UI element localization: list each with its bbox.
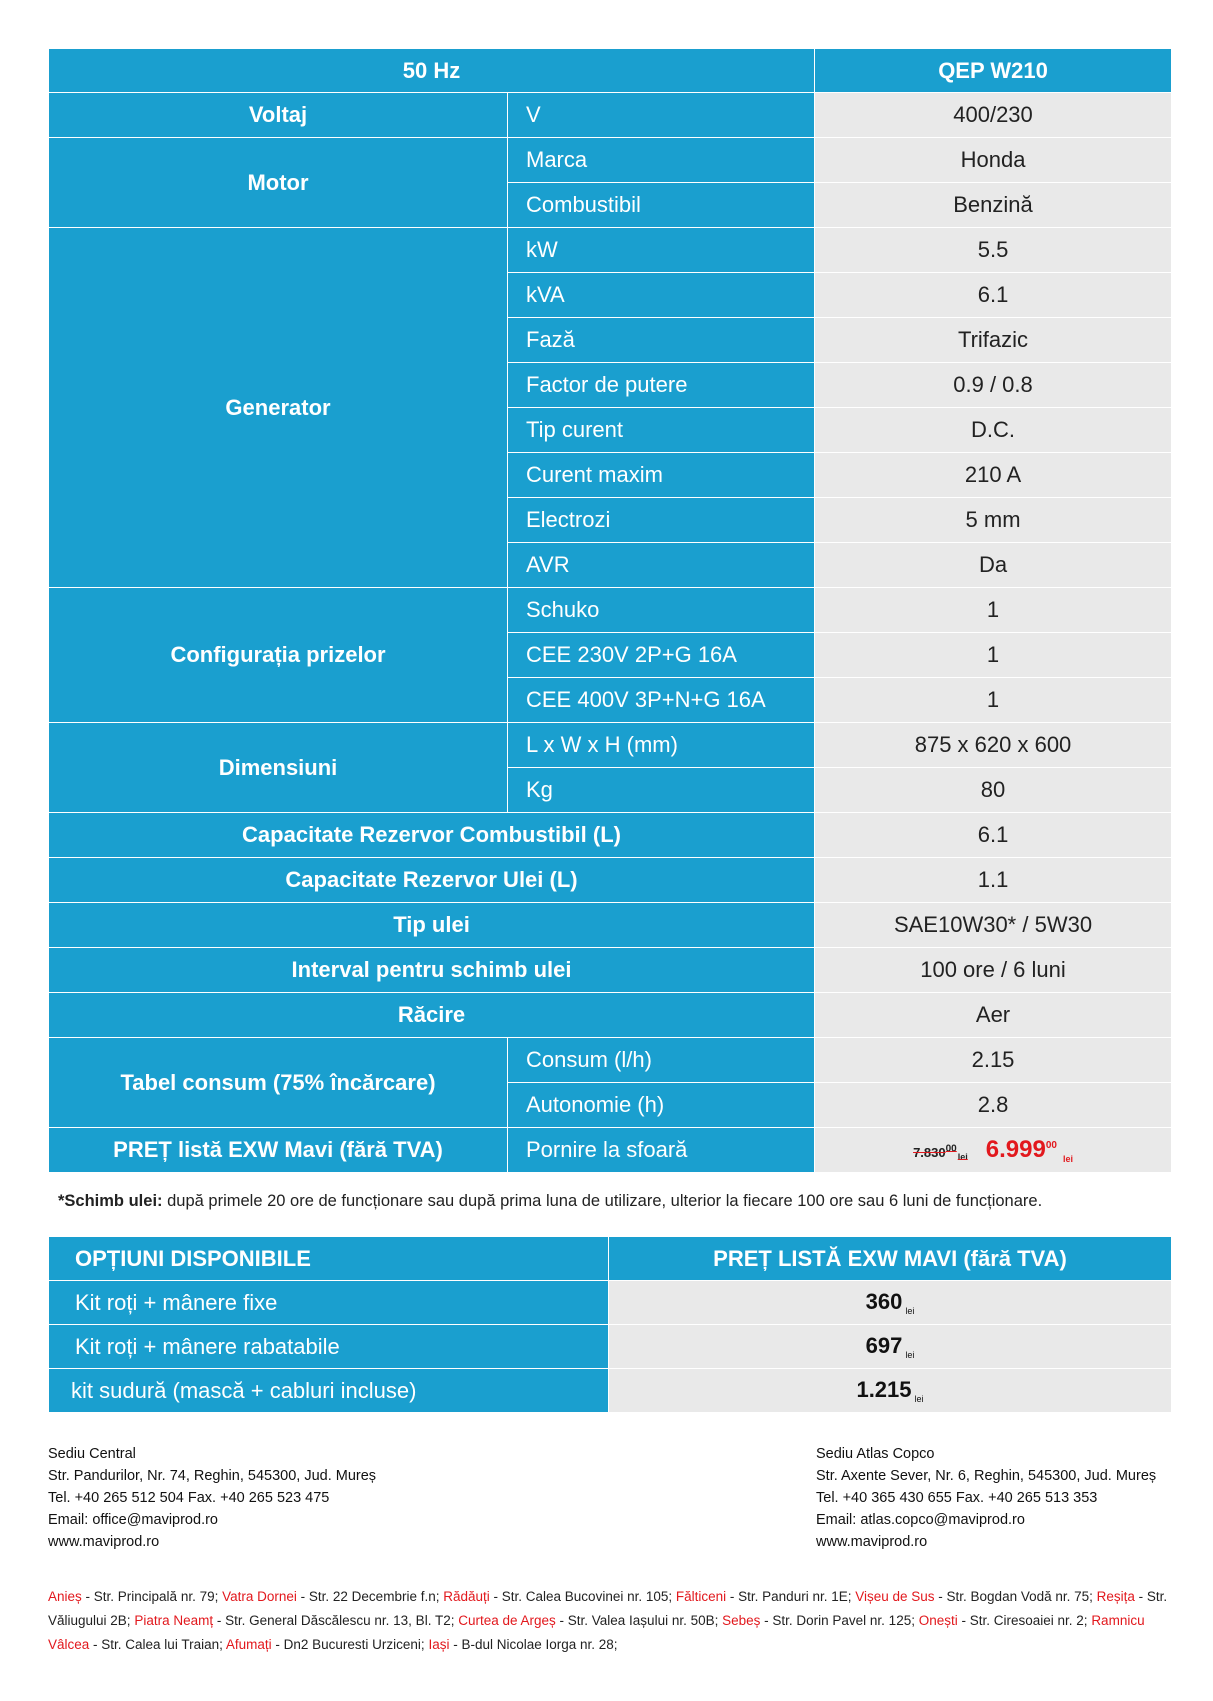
dimensiuni-sub: Kg: [508, 768, 815, 813]
racire-label: Răcire: [49, 993, 815, 1038]
dimensiuni-label: Dimensiuni: [49, 723, 508, 813]
branch-list: [48, 1585, 1178, 1657]
pret-sub: Pornire la sfoară: [508, 1128, 815, 1173]
options-header-left: OPȚIUNI DISPONIBILE: [49, 1237, 609, 1281]
oil-change-footnote: [58, 1192, 1042, 1211]
prize-row: [49, 588, 1172, 633]
generator-sub: AVR: [508, 543, 815, 588]
generator-row: [49, 228, 1172, 273]
interval-value: 100 ore / 6 luni: [815, 948, 1172, 993]
branch-address: - Str. Dorin Pavel nr. 125;: [760, 1613, 919, 1628]
branch-city: Vatra Dornei: [222, 1589, 297, 1604]
prize-sub: CEE 400V 3P+N+G 16A: [508, 678, 815, 723]
motor-sub: Marca: [508, 138, 815, 183]
prize-label: Configurația prizelor: [49, 588, 508, 723]
branch-city: Afumați: [225, 1637, 272, 1652]
option-name: kit sudură (mască + cabluri incluse): [49, 1369, 609, 1413]
address-line: Tel. +40 265 512 504 Fax. +40 265 523 475: [48, 1490, 330, 1506]
model-header: QEP W210: [815, 49, 1172, 93]
address-central: [48, 1443, 376, 1553]
option-price-unit: lei: [914, 1394, 924, 1405]
branch-address: - Str. General Dăscălescu nr. 13, Bl. T2;: [213, 1613, 459, 1628]
branch-city: Onești: [918, 1613, 958, 1628]
prize-value: 1: [815, 633, 1172, 678]
voltaj-unit: V: [508, 93, 815, 138]
generator-value: 6.1: [815, 273, 1172, 318]
rezervor-ulei-row: [49, 858, 1172, 903]
interval-label: Interval pentru schimb ulei: [49, 948, 815, 993]
address-line: Tel. +40 365 430 655 Fax. +40 265 513 353: [816, 1490, 1098, 1506]
prize-sub: CEE 230V 2P+G 16A: [508, 633, 815, 678]
option-name: Kit roți + mânere rabatabile: [49, 1325, 609, 1369]
consum-sub: Consum (l/h): [508, 1038, 815, 1083]
rezervor-combustibil-label: Capacitate Rezervor Combustibil (L): [49, 813, 815, 858]
interval-row: [49, 948, 1172, 993]
branch-address: - Str. Bogdan Vodă nr. 75;: [934, 1589, 1097, 1604]
generator-value: 5.5: [815, 228, 1172, 273]
branch-address: - Str. Principală nr. 79;: [81, 1589, 223, 1604]
branch-address: - Str. Panduri nr. 1E;: [726, 1589, 856, 1604]
consum-sub: Autonomie (h): [508, 1083, 815, 1128]
branch-address: - Str. Văliugului 2B;: [48, 1589, 1168, 1628]
generator-value: Da: [815, 543, 1172, 588]
address-website[interactable]: www.maviprod.ro: [48, 1534, 160, 1550]
dimensiuni-sub: L x W x H (mm): [508, 723, 815, 768]
branch-city: Reșița: [1096, 1589, 1135, 1604]
motor-sub: Combustibil: [508, 183, 815, 228]
spec-table: [48, 48, 1172, 1173]
branch-address: - Str. Calea lui Traian;: [89, 1637, 226, 1652]
branch-city: Anieș: [48, 1589, 82, 1604]
option-price: [609, 1369, 1172, 1413]
consum-label: Tabel consum (75% încărcare): [49, 1038, 508, 1128]
address-line: Sediu Atlas Copco: [816, 1446, 935, 1462]
old-price-unit: lei: [957, 1152, 968, 1163]
generator-sub: Fază: [508, 318, 815, 363]
address-line: Str. Pandurilor, Nr. 74, Reghin, 545300, Jud. Mureș: [48, 1468, 377, 1484]
generator-sub: Curent maxim: [508, 453, 815, 498]
branch-city: Curtea de Argeș: [458, 1613, 556, 1628]
option-price-amount: 697: [865, 1332, 903, 1358]
option-price-amount: 360: [865, 1288, 903, 1314]
voltaj-label: Voltaj: [49, 93, 508, 138]
branch-address: - Dn2 Bucuresti Urziceni;: [271, 1637, 429, 1652]
branch-address: - Str. Calea Bucovinei nr. 105;: [489, 1589, 676, 1604]
pret-value: [815, 1128, 1172, 1173]
generator-sub: Tip curent: [508, 408, 815, 453]
motor-value: Benzină: [815, 183, 1172, 228]
branch-city: Sebeș: [722, 1613, 761, 1628]
new-price-unit: lei: [1062, 1154, 1073, 1165]
prize-sub: Schuko: [508, 588, 815, 633]
generator-sub: Factor de putere: [508, 363, 815, 408]
prize-value: 1: [815, 678, 1172, 723]
option-price: [609, 1281, 1172, 1325]
address-email[interactable]: Email: office@maviprod.ro: [48, 1512, 218, 1528]
branch-address: - Str. Valea Iașului nr. 50B;: [555, 1613, 723, 1628]
options-header-right: PREȚ LISTĂ EXW MAVI (fără TVA): [609, 1237, 1172, 1281]
options-table: [48, 1236, 1172, 1413]
dimensiuni-value: 875 x 620 x 600: [815, 723, 1172, 768]
pret-row: [49, 1128, 1172, 1173]
footnote-bold: *Schimb ulei:: [58, 1192, 163, 1210]
old-price-amount: 7.830: [913, 1144, 946, 1160]
option-price-unit: lei: [905, 1306, 915, 1317]
generator-value: Trifazic: [815, 318, 1172, 363]
dimensiuni-row: [49, 723, 1172, 768]
rezervor-ulei-value: 1.1: [815, 858, 1172, 903]
branch-city: Fălticeni: [675, 1589, 727, 1604]
voltaj-row: [49, 93, 1172, 138]
generator-value: 5 mm: [815, 498, 1172, 543]
consum-row: [49, 1038, 1172, 1083]
generator-value: 210 A: [815, 453, 1172, 498]
new-price: [986, 1136, 1073, 1163]
generator-sub: Electrozi: [508, 498, 815, 543]
branch-city: Ramnicu Vâlcea: [48, 1613, 1145, 1652]
option-name: Kit roți + mânere fixe: [49, 1281, 609, 1325]
new-price-decimals: 00: [1045, 1139, 1057, 1151]
tip-ulei-value: SAE10W30* / 5W30: [815, 903, 1172, 948]
address-email[interactable]: Email: atlas.copco@maviprod.ro: [816, 1512, 1025, 1528]
motor-value: Honda: [815, 138, 1172, 183]
option-row: [49, 1281, 1172, 1325]
rezervor-ulei-label: Capacitate Rezervor Ulei (L): [49, 858, 815, 903]
generator-label: Generator: [49, 228, 508, 588]
voltaj-value: 400/230: [815, 93, 1172, 138]
tip-ulei-label: Tip ulei: [49, 903, 815, 948]
generator-value: 0.9 / 0.8: [815, 363, 1172, 408]
option-row: [49, 1369, 1172, 1413]
racire-value: Aer: [815, 993, 1172, 1038]
branch-address: - B-dul Nicolae Iorga nr. 28;: [449, 1637, 618, 1652]
old-price: [913, 1143, 968, 1163]
option-price: [609, 1325, 1172, 1369]
consum-value: 2.15: [815, 1038, 1172, 1083]
racire-row: [49, 993, 1172, 1038]
rezervor-combustibil-row: [49, 813, 1172, 858]
branch-city: Piatra Neamț: [134, 1613, 214, 1628]
motor-row: [49, 138, 1172, 183]
pret-label: PREȚ listă EXW Mavi (fără TVA): [49, 1128, 508, 1173]
frequency-header: 50 Hz: [49, 49, 815, 93]
option-price-amount: 1.215: [856, 1376, 912, 1402]
generator-value: D.C.: [815, 408, 1172, 453]
branch-city: Vișeu de Sus: [855, 1589, 935, 1604]
generator-sub: kW: [508, 228, 815, 273]
address-line: Sediu Central: [48, 1446, 136, 1462]
branch-city: Rădăuți: [443, 1589, 490, 1604]
generator-sub: kVA: [508, 273, 815, 318]
address-atlas-copco: [816, 1443, 1156, 1553]
branch-city: Iași: [428, 1637, 450, 1652]
prize-value: 1: [815, 588, 1172, 633]
address-website[interactable]: www.maviprod.ro: [816, 1534, 928, 1550]
old-price-decimals: 00: [945, 1143, 957, 1155]
dimensiuni-value: 80: [815, 768, 1172, 813]
consum-value: 2.8: [815, 1083, 1172, 1128]
new-price-amount: 6.999: [985, 1135, 1046, 1163]
rezervor-combustibil-value: 6.1: [815, 813, 1172, 858]
motor-label: Motor: [49, 138, 508, 228]
tip-ulei-row: [49, 903, 1172, 948]
address-line: Str. Axente Sever, Nr. 6, Reghin, 545300, Jud. Mureș: [816, 1468, 1157, 1484]
spec-header-row: [49, 49, 1172, 93]
option-price-unit: lei: [905, 1350, 915, 1361]
branch-address: - Str. Ciresoaiei nr. 2;: [957, 1613, 1092, 1628]
footnote-text: după primele 20 ore de funcționare sau după prima luna de utilizare, ulterior la fiecare 100 ore sau 6 luni de funcționare.: [162, 1192, 1043, 1210]
option-row: [49, 1325, 1172, 1369]
options-header-row: [49, 1237, 1172, 1281]
branch-address: - Str. 22 Decembrie f.n;: [296, 1589, 444, 1604]
